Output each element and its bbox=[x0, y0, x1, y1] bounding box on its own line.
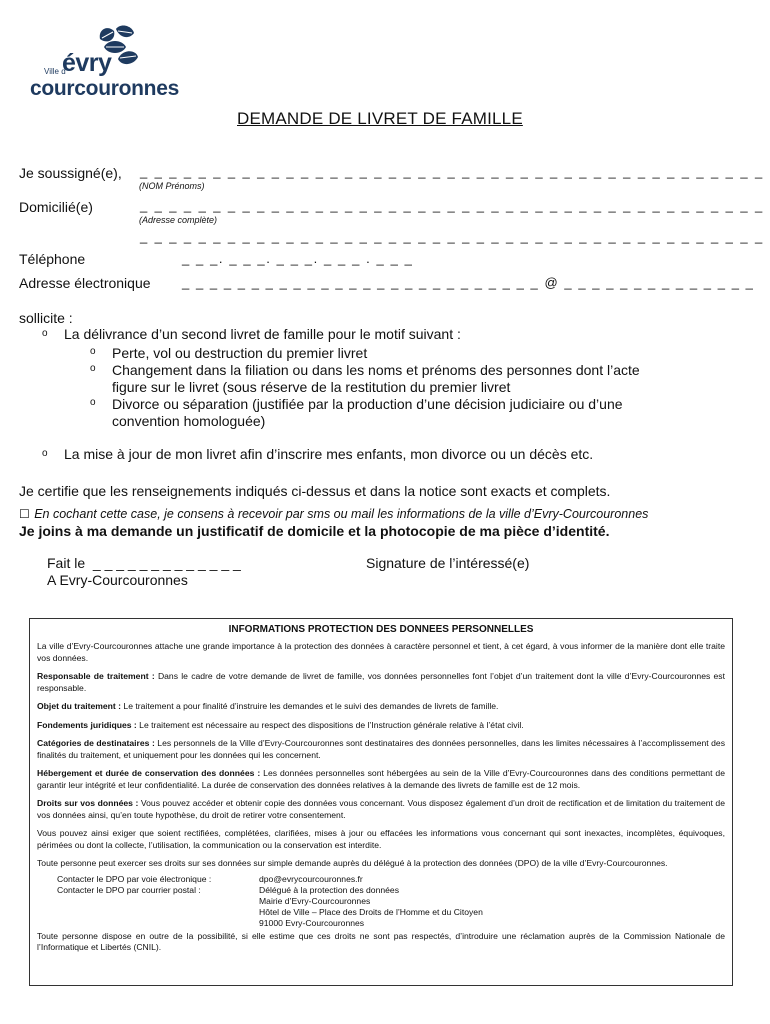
dpo-post-line4: 91000 Evry-Courcouronnes bbox=[259, 917, 365, 928]
info-droits bbox=[37, 798, 725, 821]
logo bbox=[28, 25, 179, 105]
nom-hint: (NOM Prénoms) bbox=[139, 181, 205, 191]
certify-text: Je certifie que les renseignements indiqués ci-dessus et dans la notice sont exacts et complets. bbox=[19, 483, 611, 499]
sms-checkbox[interactable]: ☐ bbox=[19, 507, 30, 521]
sub2-bullet[interactable]: o bbox=[90, 363, 96, 374]
sub1-bullet[interactable]: o bbox=[90, 346, 96, 357]
adresse-hint: (Adresse complète) bbox=[139, 215, 218, 225]
sub3-text-a: Divorce ou séparation (justifiée par la production d’une décision judiciaire ou d’une bbox=[112, 396, 623, 412]
dpo-post-line2: Mairie d’Evry-Courcouronnes bbox=[259, 895, 371, 906]
dpo-contacts bbox=[37, 874, 725, 931]
logo-evry: évry bbox=[62, 49, 112, 77]
option2-bullet[interactable]: o bbox=[42, 448, 48, 459]
nom-field[interactable]: _ _ _ _ _ _ _ _ _ _ _ _ _ _ _ _ _ _ _ _ _ _ _ _ _ _ _ _ _ _ _ _ _ _ _ _ _ _ _ _ _ _ _ bbox=[140, 164, 765, 179]
objet-label: Objet du traitement : bbox=[37, 701, 122, 711]
droits-text: Vous pouvez accéder et obtenir copie des données vous concernant. Vous disposez également d’un droit de rectification et de limitation du traitement de vos données ainsi, qu’en toute hypothèse, du droit de retirer votre consentement. bbox=[37, 798, 725, 820]
resp-label: Responsable de traitement : bbox=[37, 671, 155, 681]
dpo-elec-label: Contacter le DPO par voie électronique : bbox=[57, 873, 212, 884]
soussigne-label: Je soussigné(e), bbox=[19, 165, 122, 181]
dpo-post-line1: Délégué à la protection des données bbox=[259, 884, 399, 895]
logo-ville-de: Ville d' bbox=[44, 67, 68, 76]
option1-bullet[interactable]: o bbox=[42, 328, 48, 339]
sub1-text: Perte, vol ou destruction du premier livret bbox=[112, 345, 368, 361]
page-title: DEMANDE DE LIVRET DE FAMILLE bbox=[237, 109, 523, 128]
dpo-email-link[interactable]: dpo@evrycourcouronnes.fr bbox=[259, 873, 363, 884]
sms-consent-text: En cochant cette case, je consens à recevoir par sms ou mail les informations de la ville d’Evry-Courcouronnes bbox=[34, 507, 649, 521]
objet-text: Le traitement a pour finalité d’instruire les demandes et le suivi des demandes de livrets de famille. bbox=[121, 701, 499, 711]
fait-le-field[interactable]: Fait le _ _ _ _ _ _ _ _ _ _ _ _ _ bbox=[47, 555, 241, 571]
dpo-post-label: Contacter le DPO par courrier postal : bbox=[57, 884, 201, 895]
info-fondements bbox=[37, 720, 725, 732]
droits-label: Droits sur vos données : bbox=[37, 798, 139, 808]
telephone-field[interactable]: _ _ _. _ _ _. _ _ _. _ _ _ . _ _ _ bbox=[182, 251, 414, 266]
domicilie-label: Domicilié(e) bbox=[19, 199, 93, 215]
email-field[interactable]: _ _ _ _ _ _ _ _ _ _ _ _ _ _ _ _ _ _ _ _ _ _ _ _ _ _ @ _ _ _ _ _ _ _ _ _ _ _ _ _ _ bbox=[182, 275, 755, 290]
info-cnil: Toute personne dispose en outre de la possibilité, si elle estime que ces droits ne sont pas respectés, d’introduire une réclamation auprès de la Commission Nationale de l’Informatique et Libertés (CNIL). bbox=[37, 930, 725, 952]
telephone-label: Téléphone bbox=[19, 251, 86, 267]
info-objet bbox=[37, 701, 725, 713]
joins-text: Je joins à ma demande un justificatif de domicile et la photocopie de ma pièce d’identité. bbox=[19, 523, 610, 539]
sub2-text-a: Changement dans la filiation ou dans les noms et prénoms des personnes dont l’acte bbox=[112, 362, 640, 378]
logo-courcouronnes: courcouronnes bbox=[30, 77, 179, 100]
sub2-text-b: figure sur le livret (sous réserve de la restitution du premier livret bbox=[112, 379, 511, 395]
sub3-text-b: convention homologuée) bbox=[112, 413, 266, 429]
sollicite-label: sollicite : bbox=[19, 310, 73, 326]
data-protection-title: INFORMATIONS PROTECTION DES DONNEES PERSONNELLES bbox=[228, 624, 534, 635]
sms-consent-row bbox=[19, 505, 648, 523]
heb-text: Les données personnelles sont hébergées au sein de la Ville d’Evry-Courcouronnes dans des conditions permettant de garantir leur intégrité et leur confidentialité. La durée de conservation des données relatives à la demande des livrets de famille est de 12 mois. bbox=[37, 768, 725, 790]
heb-label: Hébergement et durée de conservation des données : bbox=[37, 768, 261, 778]
info-intro: La ville d’Evry-Courcouronnes attache une grande importance à la protection des données à caractère personnel et tient, à cet égard, à vous informer de la manière dont elle traite vos données. bbox=[37, 641, 725, 663]
dpo-post-line3: Hôtel de Ville – Place des Droits de l’Homme et du Citoyen bbox=[259, 906, 483, 917]
signature-label: Signature de l’intéressé(e) bbox=[366, 555, 530, 571]
info-categories bbox=[37, 738, 725, 761]
adresse-field-2[interactable]: _ _ _ _ _ _ _ _ _ _ _ _ _ _ _ _ _ _ _ _ _ _ _ _ _ _ _ _ _ _ _ _ _ _ _ _ _ _ _ _ _ _ _ bbox=[140, 229, 765, 244]
info-responsable bbox=[37, 671, 725, 694]
resp-text: Dans le cadre de votre demande de livret de famille, vos données personnelles font l’objet d’un traitement dont la ville d’Evry-Courcouronnes est responsable. bbox=[37, 671, 725, 693]
fond-label: Fondements juridiques : bbox=[37, 719, 137, 730]
info-exiger: Vous pouvez ainsi exiger que soient rectifiées, complétées, clarifiées, mises à jour ou effacées les informations vous concernant qui sont inexactes, incomplètes, équivoques, périmées ou dont la collecte, l’utilisation, la communication ou la conservation est interdite. bbox=[37, 828, 725, 850]
data-protection-box bbox=[29, 618, 733, 986]
option1-text: La délivrance d’un second livret de famille pour le motif suivant : bbox=[64, 326, 461, 342]
cat-label: Catégories de destinataires : bbox=[37, 738, 155, 748]
adresse-field-1[interactable]: _ _ _ _ _ _ _ _ _ _ _ _ _ _ _ _ _ _ _ _ _ _ _ _ _ _ _ _ _ _ _ _ _ _ _ _ _ _ _ _ _ _ _ bbox=[140, 198, 765, 213]
sub3-bullet[interactable]: o bbox=[90, 397, 96, 408]
cat-text: Les personnels de la Ville d’Evry-Courcouronnes sont destinataires des données personnelles, dans les limites nécessaires à l’accomplissement des finalités du traitement, et uniquement pour les données qui les concernent. bbox=[37, 738, 725, 760]
fond-text: Le traitement est nécessaire au respect des dispositions de l’Instruction générale relative à l’état civil. bbox=[136, 719, 524, 730]
a-evry-text: A Evry-Courcouronnes bbox=[47, 572, 188, 588]
email-label: Adresse électronique bbox=[19, 275, 151, 291]
option2-text: La mise à jour de mon livret afin d’inscrire mes enfants, mon divorce ou un décès etc. bbox=[64, 446, 594, 462]
info-hebergement bbox=[37, 768, 725, 791]
info-exercer: Toute personne peut exercer ses droits sur ses données sur simple demande auprès du délégué à la protection des données (DPO) de la ville d’Evry-Courcouronnes. bbox=[37, 858, 668, 868]
